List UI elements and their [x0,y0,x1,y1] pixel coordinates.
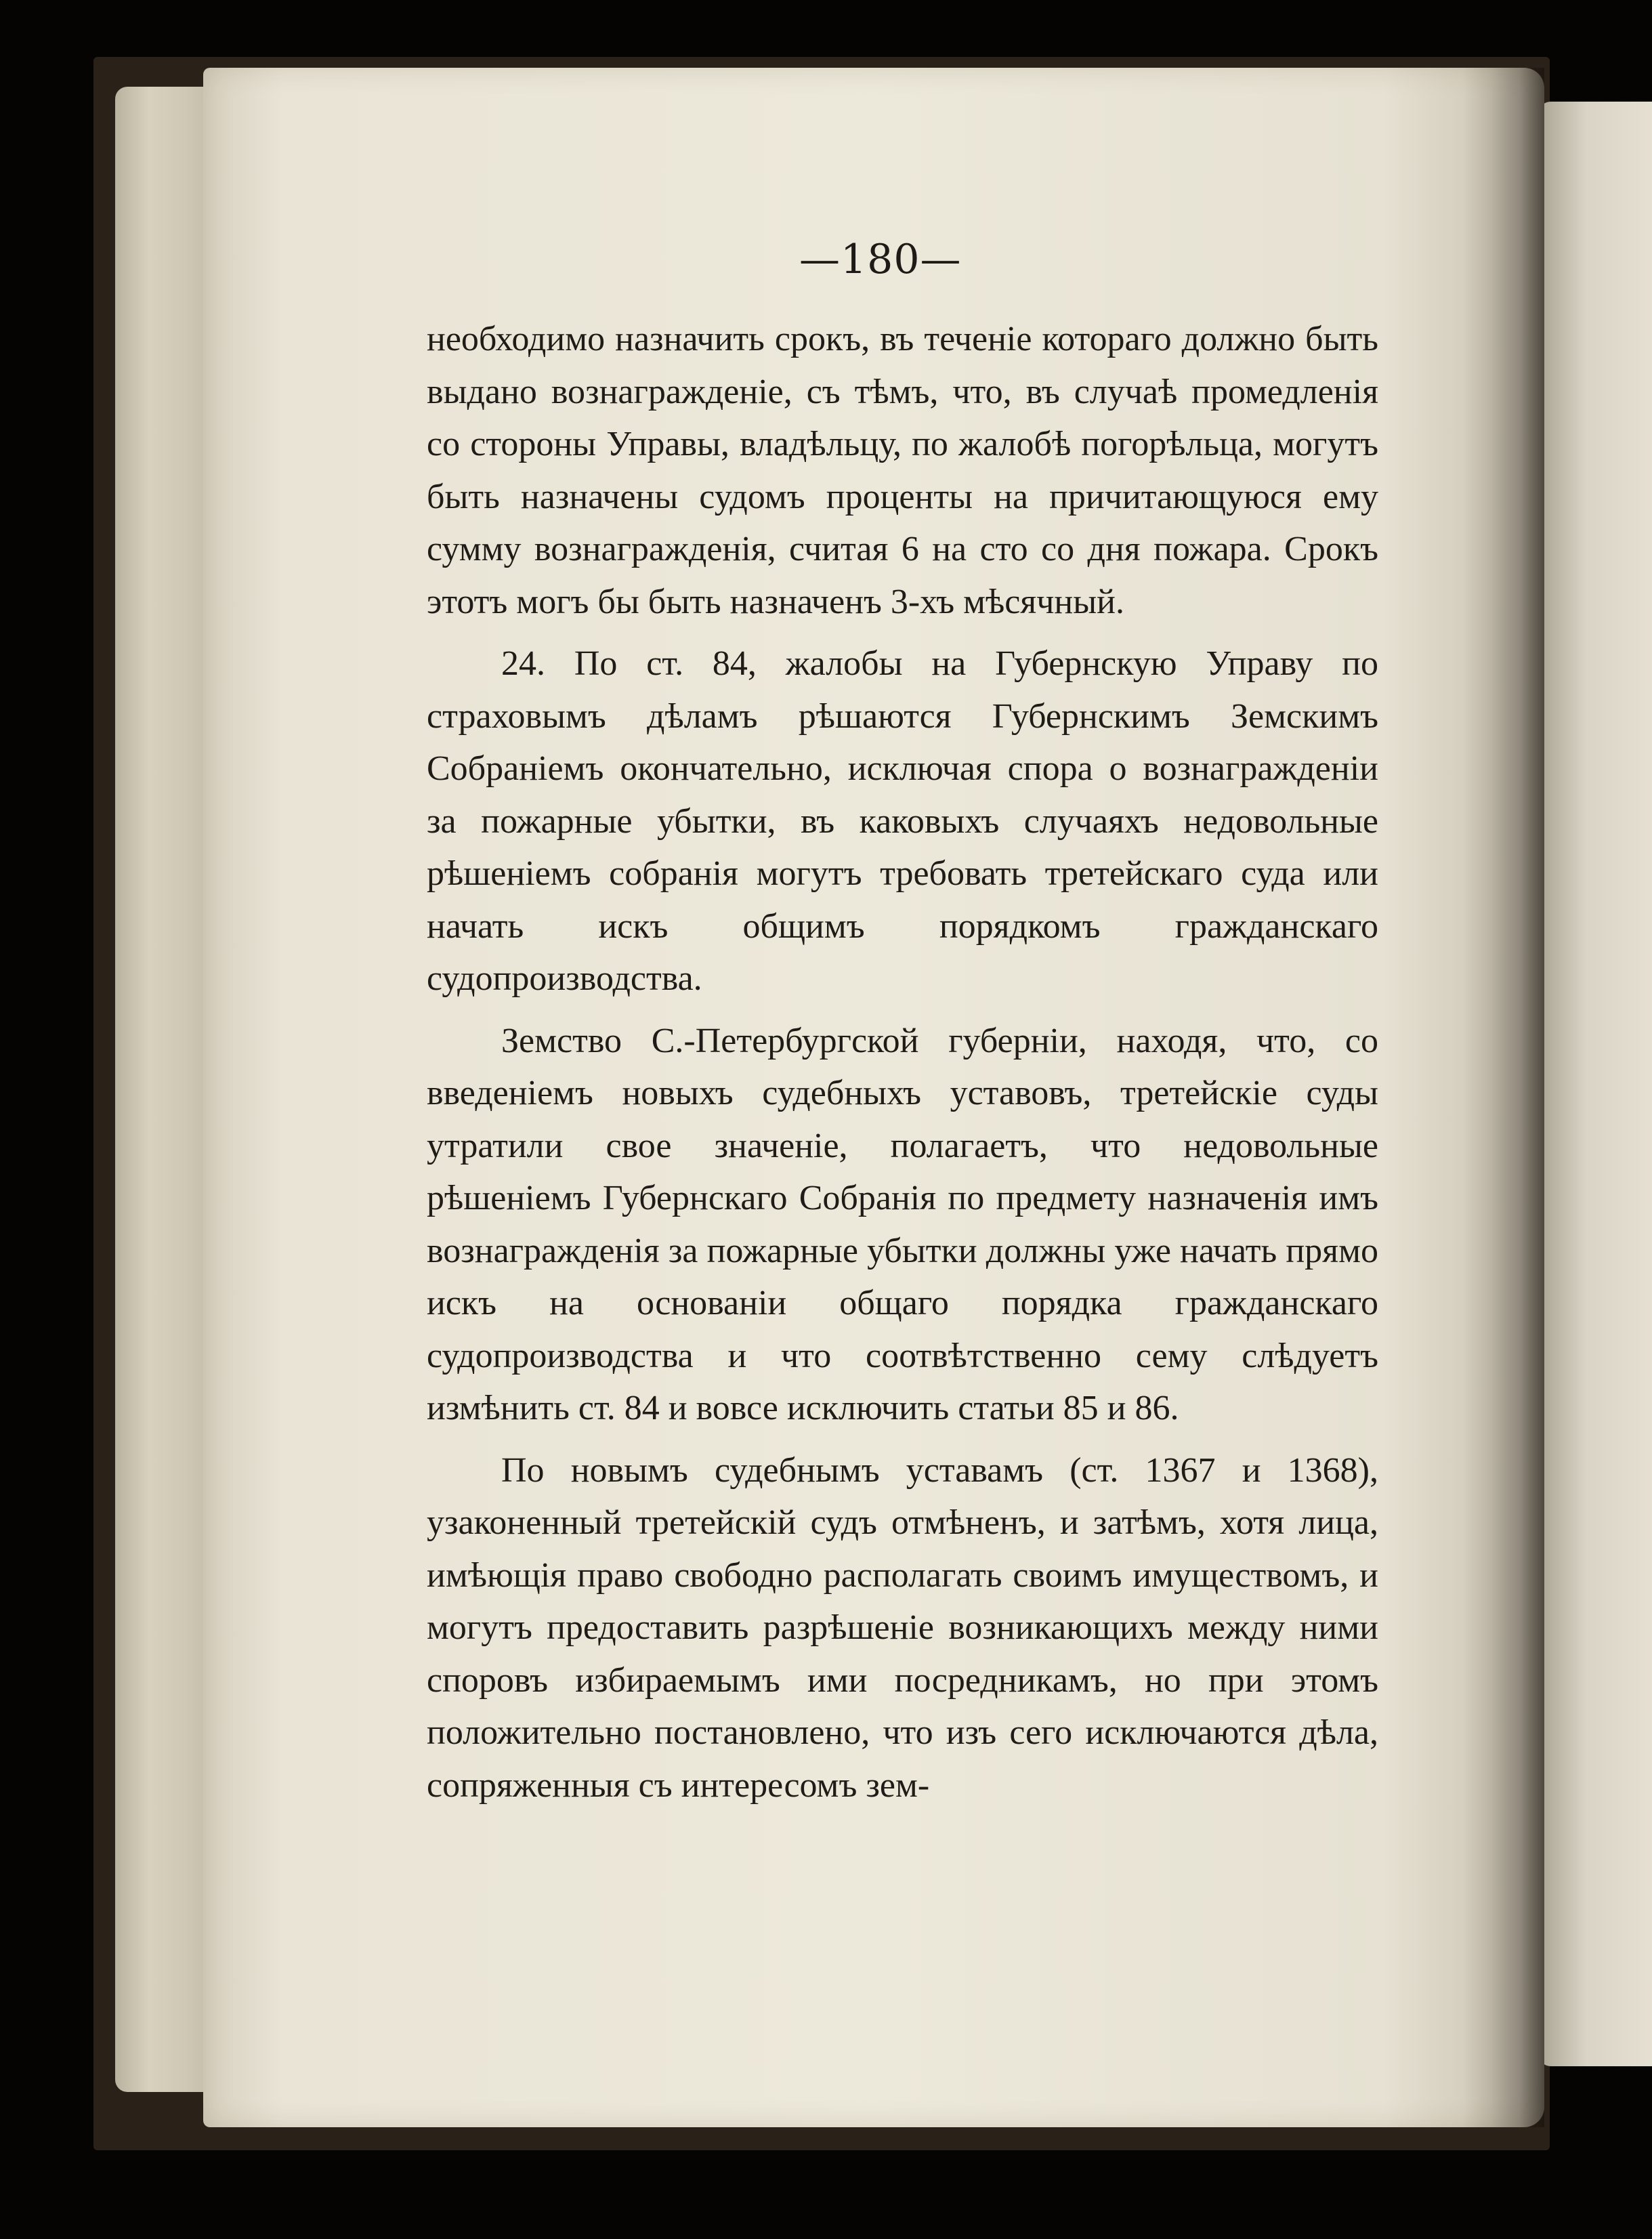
paragraph: необходимо назначить срокъ, въ теченіе котораго должно быть выдано вознагражденіе, съ тѣмъ, что, въ случаѣ промедленія со стороны Управы, владѣльцу, по жалобѣ погорѣльца, могутъ быть назначены судомъ проценты на причитающуюся ему сумму вознагражденія, считая 6 на сто со дня пожара. Срокъ этотъ могъ бы быть назначенъ 3-хъ мѣсячный. [427,320,1378,621]
facing-page [1538,102,1652,2066]
paragraph: По новымъ судебнымъ уставамъ (ст. 1367 и 1368), узаконенный третейскій судъ отмѣненъ, и затѣмъ, хотя лица, имѣющія право свободно располагать своимъ имуществомъ, и могутъ предоставить разрѣшеніе возникающихъ между ними споровъ избираемымъ ими посредникамъ, но при этомъ положительно постановлено, что изъ сего исключаются дѣла, сопряженныя съ интересомъ зем- [427,1450,1378,1805]
body-text [427,313,1378,1812]
paragraph: 24. По ст. 84, жалобы на Губернскую Управу по страховымъ дѣламъ рѣшаются Губернскимъ Земскимъ Собраніемъ окончательно, исключая спора о вознагражденіи за пожарные убытки, въ каковыхъ случаяхъ недовольные рѣшеніемъ собранія могутъ требовать третейскаго суда или начать искъ общимъ порядкомъ гражданскаго судопроизводства. [427,644,1378,998]
paragraph: Земство С.-Петербургской губерніи, находя, что, со введеніемъ новыхъ судебныхъ уставовъ, третейскіе суды утратили свое значеніе, полагаетъ, что недовольные рѣшеніемъ Губернскаго Собранія по предмету назначенія имъ вознагражденія за пожарные убытки должны уже начать прямо искъ на основаніи общаго порядка гражданскаго судопроизводства и что соотвѣтственно сему слѣдуетъ измѣнить ст. 84 и вовсе исключить статьи 85 и 86. [427,1021,1378,1427]
page-number: —180— [799,236,962,283]
